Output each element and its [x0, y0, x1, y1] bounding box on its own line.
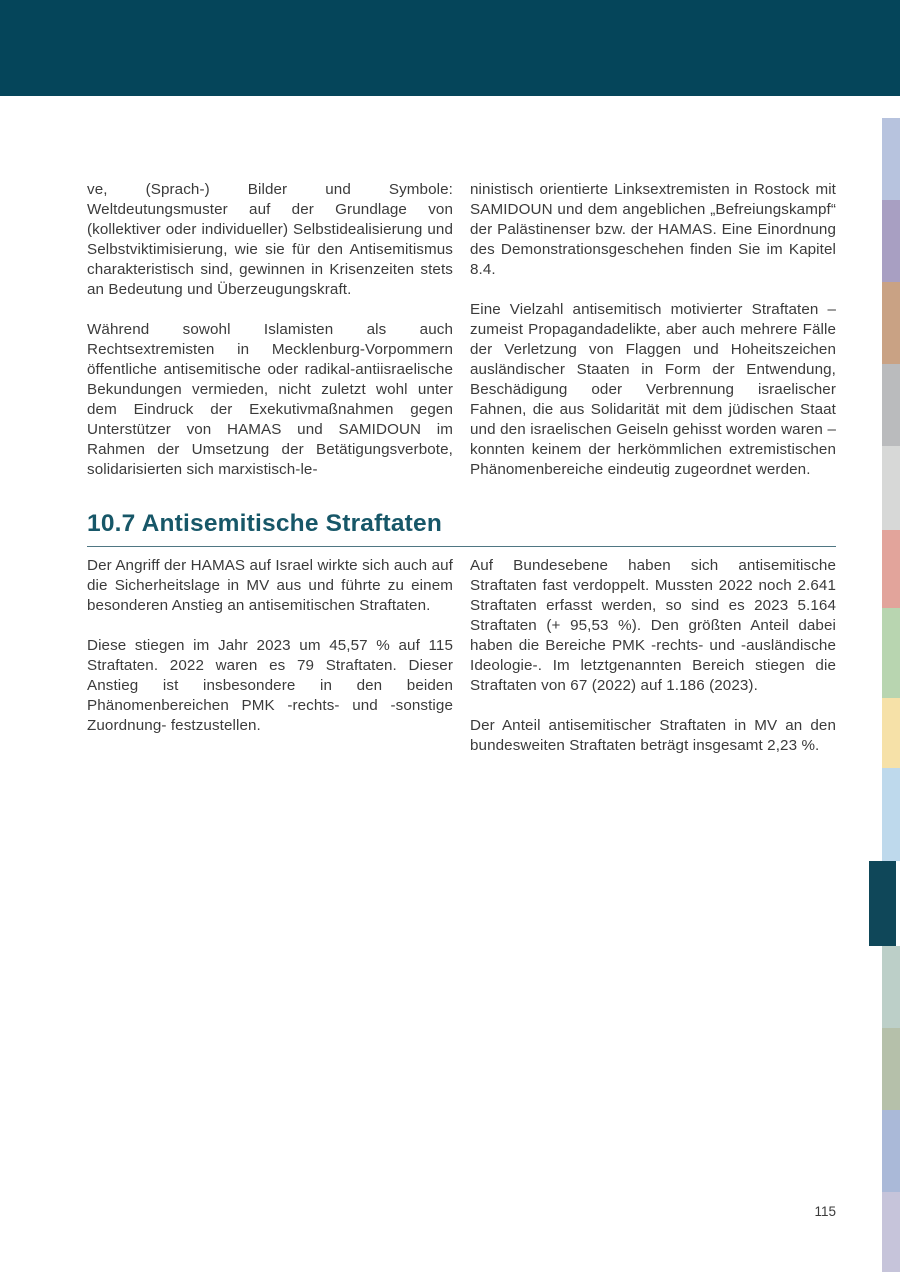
section-number: 10.7 — [87, 510, 136, 537]
chapter-tab-10 — [882, 946, 900, 1028]
paragraph: Eine Vielzahl antisemitisch motivierter Straftaten – zumeist Propagandadelikte, aber auch mehrere Fälle der Verletzung von Flaggen und Hoheitszeichen ausländischer Staaten in Form der Entwendung, Beschädigung oder Verbrennung israelischer Fahnen, die aus Solidarität mit dem jüdischen Staat und den israelischen Geiseln gehisst worden waren – konnten keinem der herkömmlichen extremistischen Phänomenbereiche eindeutig zugeordnet werden. — [470, 301, 836, 478]
paragraph: Der Angriff der HAMAS auf Israel wirkte sich auch auf die Sicherheitslage in MV aus und führte zu einem besonderen Anstieg an antisemitischen Straftaten. — [87, 557, 453, 614]
chapter-tab-13 — [882, 1192, 900, 1272]
top-right-column — [470, 180, 836, 500]
top-left-column — [87, 180, 453, 500]
section-title: Antisemitische Straftaten — [141, 510, 443, 537]
page-number: 115 — [814, 1204, 836, 1219]
paragraph: ve, (Sprach-) Bilder und Symbole: Weltdeutungsmuster auf der Grundlage von (kollektiver oder individueller) Selbstidealisierung und Selbstviktimisierung, wie sie für den Antisemitismus charakteristisch sind, gewinnen in Krisenzeiten stets an Bedeutung und Überzeugungskraft. — [87, 181, 453, 298]
paragraph: Auf Bundesebene haben sich antisemitische Straftaten fast verdoppelt. Mussten 2022 noch 2.641 Straftaten erfasst werden, so sind es 2023 5.164 Straftaten (+ 95,53 %). Den größten Anteil dabei haben die Bereiche PMK -rechts- und -ausländische Ideologie-. Im letztgenannten Bereich stiegen die Straftaten von 67 (2022) auf 1.186 (2023). — [470, 557, 836, 694]
paragraph: Diese stiegen im Jahr 2023 um 45,57 % auf 115 Straftaten. 2022 waren es 79 Straftaten. Dieser Anstieg ist insbesondere in den beiden Phänomenbereichen PMK -rechts- und -sonstige Zuordnung- festzustellen. — [87, 637, 453, 734]
chapter-tab-3 — [882, 282, 900, 364]
bottom-right-column — [470, 556, 836, 776]
section-rule — [87, 546, 836, 547]
chapter-tab-8 — [882, 698, 900, 768]
chapter-tab-12 — [882, 1110, 900, 1192]
chapter-tab-4 — [882, 364, 900, 446]
paragraph: ninistisch orientierte Linksextremisten in Rostock mit SAMIDOUN und dem angeblichen „Befreiungskampf“ der Palästinenser bzw. der HAMAS. Eine Einordnung des Demonstrationsgeschehen finden Sie im Kapitel 8.4. — [470, 181, 836, 278]
chapter-tab-11 — [882, 1028, 900, 1110]
chapter-tab-5 — [882, 446, 900, 530]
chapter-tab-6 — [882, 530, 900, 608]
chapter-tab-7 — [882, 608, 900, 698]
section-heading — [87, 510, 847, 538]
chapter-tab-1 — [882, 118, 900, 200]
paragraph: Während sowohl Islamisten als auch Rechtsextremisten in Mecklenburg-Vorpommern öffentliche antisemitische oder radikal-antiisraelische Bekundungen vermieden, nicht zuletzt wohl unter dem Eindruck der Exekutivmaßnahmen gegen Unterstützer von HAMAS und SAMIDOUN im Rahmen der Umsetzung der Betätigungsverbote, solidarisierten sich marxistisch-le- — [87, 321, 453, 478]
chapter-tab-active — [869, 861, 896, 946]
paragraph: Der Anteil antisemitischer Straftaten in MV an den bundesweiten Straftaten beträgt insgesamt 2,23 %. — [470, 717, 836, 754]
header-band — [0, 0, 900, 96]
bottom-left-column — [87, 556, 453, 756]
chapter-tab-2 — [882, 200, 900, 282]
chapter-tab-9 — [882, 768, 900, 861]
